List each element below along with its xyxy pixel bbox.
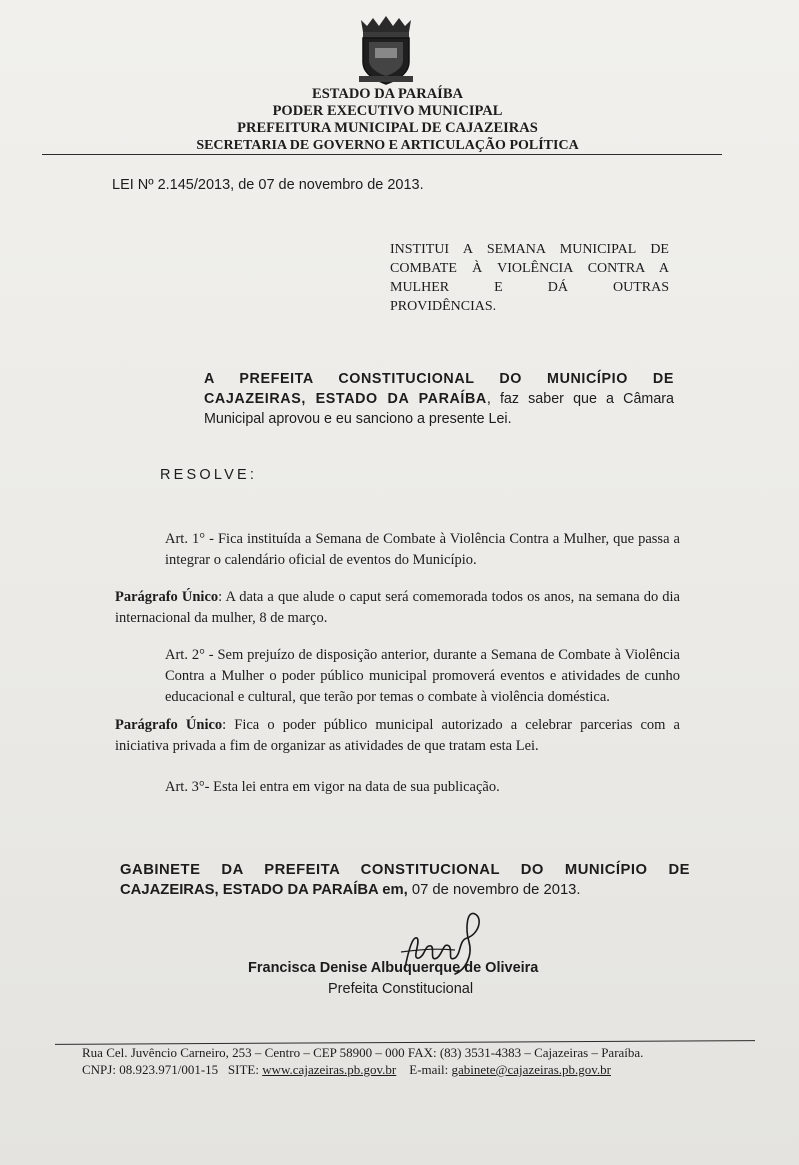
header-executive: PODER EXECUTIVO MUNICIPAL <box>272 103 503 119</box>
closing-date: 07 de novembro de 2013. <box>407 882 581 898</box>
paragraph-1 <box>115 587 680 629</box>
paragraph-text: : A data a que alude o caput será comemorada todos os anos, na semana do dia internacional da mulher, 8 de março. <box>115 589 680 626</box>
footer-email-label: E-mail: <box>409 1062 449 1077</box>
summary-line: PROVIDÊNCIAS. <box>390 299 497 314</box>
header-divider <box>42 154 722 155</box>
summary-line: COMBATE À VIOLÊNCIA CONTRA A <box>390 261 669 276</box>
footer-address: Rua Cel. Juvêncio Carneiro, 253 – Centro – CEP 58900 – 000 FAX: (83) 3531-4383 – Cajazeiras – Paraíba. <box>82 1045 644 1060</box>
resolve-heading: RESOLVE: <box>160 467 258 483</box>
closing-place: CAJAZEIRAS, ESTADO DA PARAÍBA em, <box>120 882 408 898</box>
signature-icon <box>395 908 495 988</box>
footer-email-link[interactable]: gabinete@cajazeiras.pb.gov.br <box>451 1062 611 1077</box>
law-summary <box>390 240 669 316</box>
preamble <box>112 369 674 429</box>
footer-site-label: SITE: <box>227 1062 259 1077</box>
article-2: Art. 2° - Sem prejuízo de disposição anterior, durante a Semana de Combate à Violência Contra a Mulher o poder público municipal promoverá eventos e atividades de cunho educacional e cultural, que terão por temas o combate à violência doméstica. <box>165 647 680 705</box>
summary-line: INSTITUI A SEMANA MUNICIPAL DE <box>390 242 669 257</box>
closing-statement <box>120 860 690 900</box>
header-secretariat: SECRETARIA DE GOVERNO E ARTICULAÇÃO POLÍTICA <box>196 138 579 153</box>
letterhead <box>120 86 655 154</box>
paragraph-label: Parágrafo Único <box>115 717 223 733</box>
footer <box>82 1044 732 1078</box>
law-title: LEI Nº 2.145/2013, de 07 de novembro de 2013. <box>112 177 424 193</box>
coat-of-arms-icon <box>355 14 417 88</box>
footer-cnpj: CNPJ: 08.923.971/001-15 <box>82 1062 219 1077</box>
signatory-role: Prefeita Constitucional <box>328 981 474 997</box>
paragraph-text: : Fica o poder público municipal autorizado a celebrar parcerias com a iniciativa privada a fim de organizar as atividades de que tratam esta Lei. <box>115 717 680 754</box>
footer-site-link[interactable]: www.cajazeiras.pb.gov.br <box>262 1062 397 1077</box>
paragraph-2 <box>115 715 680 757</box>
article-1: Art. 1° - Fica instituída a Semana de Combate à Violência Contra a Mulher, que passa a integrar o calendário oficial de eventos do Município. <box>165 531 680 568</box>
signatory-name: Francisca Denise Albuquerque de Oliveira <box>248 960 539 976</box>
article-3: Art. 3°- Esta lei entra em vigor na data de sua publicação. <box>165 779 500 795</box>
header-state: ESTADO DA PARAÍBA <box>312 86 463 102</box>
preamble-authority: A PREFEITA CONSTITUCIONAL DO MUNICÍPIO DE CAJAZEIRAS, ESTADO DA PARAÍBA <box>204 371 674 407</box>
header-prefecture: PREFEITURA MUNICIPAL DE CAJAZEIRAS <box>237 120 538 136</box>
paragraph-label: Parágrafo Único <box>115 589 219 605</box>
summary-line: MULHER E DÁ OUTRAS <box>390 280 669 295</box>
preamble-text: , faz saber que a Câmara Municipal aprovou e eu sanciono a presente Lei. <box>204 391 674 427</box>
closing-line: GABINETE DA PREFEITA CONSTITUCIONAL DO MUNICÍPIO DE <box>120 862 690 878</box>
